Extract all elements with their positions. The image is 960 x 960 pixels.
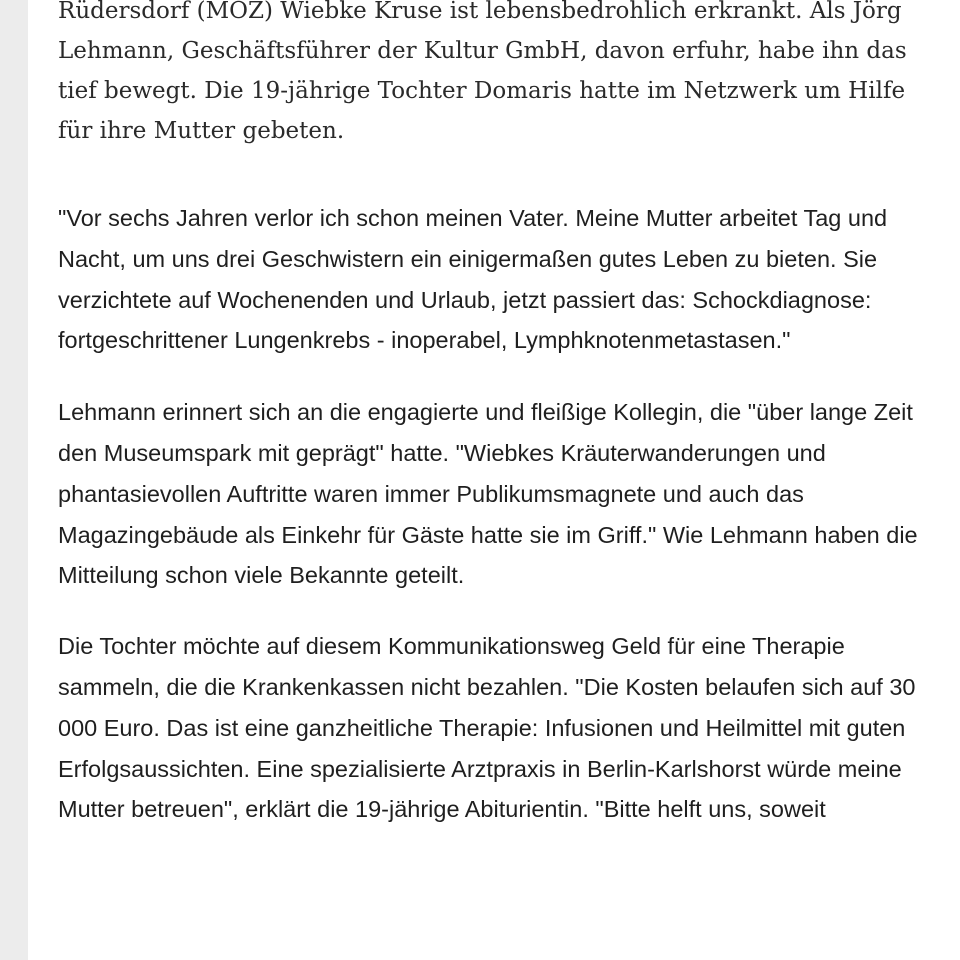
colleague-paragraph: Lehmann erinnert sich an die engagierte und fleißige Kollegin, die "über lange Zeit den Museumspark mit geprägt" hatte. "Wiebkes Kräuterwanderungen und phantasievollen Auftritte waren immer Publikumsmagnete und auch das Magazingebäude als Einkehr für Gäste hatte sie im Griff." Wie Lehmann haben die Mitteilung schon viele Bekannte geteilt. — [58, 399, 918, 589]
quote-paragraph: "Vor sechs Jahren verlor ich schon meinen Vater. Meine Mutter arbeitet Tag und Nacht, um uns drei Geschwistern ein einigermaßen gutes Leben zu bieten. Sie verzichtete auf Wochenenden und Urlaub, jetzt passiert das: Schockdiagnose: fortgeschrittener Lungenkrebs - inoperabel, Lymphknotenmetastasen." — [58, 205, 888, 354]
left-margin-strip — [0, 0, 28, 960]
lead-paragraph: Rüdersdorf (MOZ) Wiebke Kruse ist lebensbedrohlich erkrankt. Als Jörg Lehmann, Geschäftsführer der Kultur GmbH, davon erfuhr, habe ihn das tief bewegt. Die 19-jährige Tochter Domaris hatte im Netzwerk um Hilfe für ihre Mutter gebeten. — [58, 0, 907, 144]
therapy-paragraph: Die Tochter möchte auf diesem Kommunikationsweg Geld für eine Therapie sammeln, die die Krankenkassen nicht bezahlen. "Die Kosten belaufen sich auf 30 000 Euro. Das ist eine ganzheitliche Therapie: Infusionen und Heilmittel mit guten Erfolgsaussichten. Eine spezialisierte Arztpraxis in Berlin-Karlshorst würde meine Mutter betreuen", erklärt die 19-jährige Abiturientin. "Bitte helft uns, soweit — [58, 633, 916, 823]
article-body — [58, 0, 938, 830]
